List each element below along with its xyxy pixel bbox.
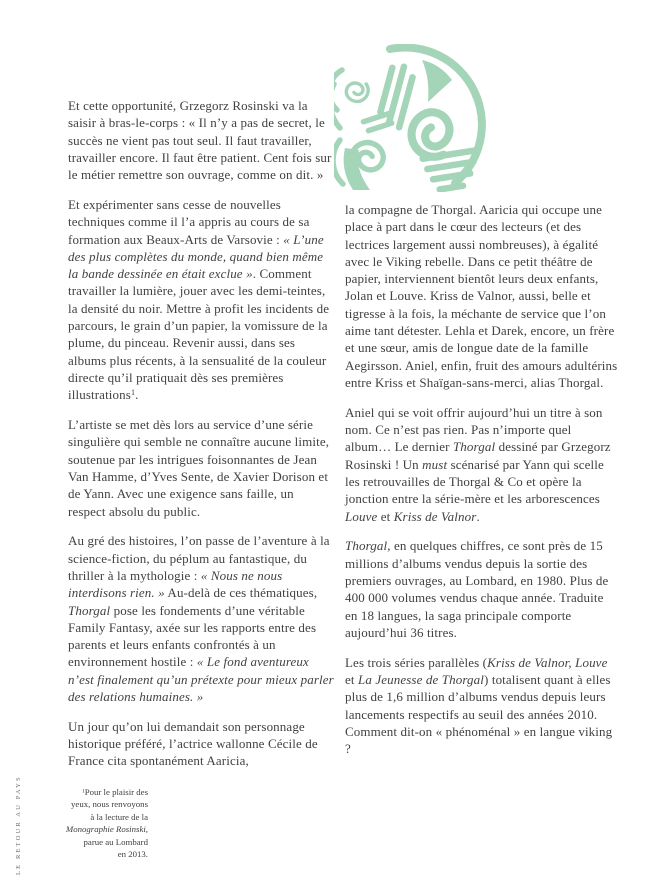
viking-spiral-ornament-icon: [334, 44, 486, 192]
footnote-line: [36, 811, 148, 823]
text-run: yeux, nous renvoyons: [71, 799, 148, 810]
italic-run: Louve: [345, 508, 378, 524]
text-run: en 2013.: [117, 849, 148, 860]
paragraph: [68, 532, 334, 705]
paragraph: [345, 537, 618, 641]
footnote-line: [36, 798, 148, 810]
text-run: L’artiste se met dès lors au service d’une série singulière qui semble ne connaître aucune limite, soutenue par les intrigues foisonnantes de Jean Van Hamme, d’Yves Sente, de Xavier Dorison et de Yann. Avec une exigence sans faille, un respect absolu du public.: [68, 417, 330, 519]
italic-run: must: [422, 456, 448, 472]
italic-run: « Le fond aventureux n’est finalement qu’un prétexte pour mieux parler des relations humaines. »: [68, 654, 334, 704]
right-text-column: [345, 201, 618, 770]
text-run: scénarisé par Yann qui scelle les retrouvailles de Thorgal & Co et opère la jonction entre la série-mère et les arborescences: [345, 456, 604, 507]
text-run: et: [345, 671, 358, 687]
text-run: Au gré des histoires, l’on passe de l’aventure à la science-fiction, du péplum au fantastique, du thriller à la mythologie :: [68, 533, 330, 583]
text-run: Les trois séries parallèles (: [345, 654, 488, 670]
italic-run: « Nous ne nous interdisons rien. »: [68, 567, 283, 601]
text-run: et: [377, 508, 394, 524]
italic-run: Thorgal: [68, 602, 111, 618]
text-run: Aniel qui se voit offrir aujourd’hui un titre à son nom. Ce n’est pas rien. Pas n’importe quel album… Le dernier: [345, 404, 603, 455]
superscript-ref: 1: [82, 788, 85, 795]
paragraph: [68, 416, 334, 520]
text-run: à la lecture de la: [90, 811, 148, 822]
paragraph: [345, 654, 618, 758]
text-run: .: [135, 387, 139, 403]
text-run: ) totalisent quant à elles plus de 1,6 million d’albums vendus depuis leurs lancements respectifs au seuil des années 2010. Comment dit-on « phénoménal » en langue viking ?: [345, 671, 613, 757]
text-run: parue au Lombard: [83, 836, 148, 847]
paragraph: [68, 718, 334, 770]
italic-run: Monographie Rosinski,: [65, 824, 148, 835]
left-text-column: [68, 97, 334, 782]
text-run: Au-delà de ces thématiques,: [164, 585, 318, 601]
italic-run: Kriss de Valnor: [393, 508, 477, 524]
italic-run: Thorgal: [345, 538, 388, 554]
text-run: Et expérimenter sans cesse de nouvelles techniques comme il l’a appris au cours de sa formation aux Beaux-Arts de Varsovie :: [68, 196, 310, 247]
superscript-ref: 1: [130, 388, 136, 398]
text-run: , en quelques chiffres, ce sont près de 15 millions d’albums vendus depuis la sortie des premiers ouvrages, au Lombard, en 1980. Plus de 400 000 volumes vendus chaque année. Traduite en 18 langues, la saga principale comporte aujourd’hui 36 titres.: [345, 538, 609, 640]
paragraph: [68, 97, 334, 183]
text-run: la compagne de Thorgal. Aaricia qui occupe une place à part dans le cœur des lecteurs (et des lectrices largement aussi nombreuses), à égalité avec le Viking rebelle. Dans ce petit théâtre de papier, interviennent bientôt leurs deux enfants, Jolan et Louve. Kriss de Valnor, aussi, belle et tigresse à la fois, la méchante de service que l’on aime tant détester. Lehla et Darek, encore, un frère et une sœur, amis de longue date de la famille Aegirsson. Aniel, enfin, fruit des amours adultérins entre Kriss et Shaïgan-sans-merci, alias Thorgal.: [345, 202, 618, 390]
text-run: . Comment travailler la lumière, jouer avec les demi-teintes, la densité du noir. Mettre à profit les incidents de parcours, le grain d’un papier, la vomissure de la plume, du pinceau. Revenir aussi, dans ses albums plus récents, à la sensualité de la couleur directe qu’il pratiquait dès ses premières illustrations: [68, 266, 330, 403]
footnote-line: [36, 786, 148, 798]
italic-run: Kriss de Valnor, Louve: [487, 654, 608, 670]
text-run: dessiné par Grzegorz Rosinski ! Un: [345, 439, 611, 472]
footnote-line: [36, 823, 148, 835]
paragraph: [345, 201, 618, 391]
text-run: Pour le plaisir des: [84, 787, 148, 797]
italic-run: La Jeunesse de Thorgal: [358, 671, 485, 687]
footnote-line: [36, 836, 148, 848]
italic-run: Thorgal: [452, 439, 496, 455]
text-run: pose les fondements d’une véritable Family Fantasy, axée sur les rapports entre des parents et leurs enfants confrontés à un environnement hostile :: [68, 602, 317, 670]
italic-run: « L’une des plus complètes du monde, quand bien même la bande dessinée en était exclue »: [68, 231, 324, 282]
text-run: Et cette opportunité, Grzegorz Rosinski va la saisir à bras-le-corps : « Il n’y a pas de secret, le succès ne vient pas tout seul. Il faut travailler, travailler encore. Il faut être patient. Cent fois sur le métier remettre son ouvrage, comme on dit. »: [68, 98, 332, 183]
text-run: Un jour qu’on lui demandait son personnage historique préféré, l’actrice wallonne Cécile de France cita spontanément Aaricia,: [68, 718, 318, 769]
text-run: .: [476, 508, 480, 524]
footnote-line: [36, 848, 148, 860]
paragraph: [345, 404, 618, 525]
paragraph: [68, 196, 334, 404]
footnote: [36, 786, 148, 860]
vertical-section-label: LE RETOUR AU PAYS: [15, 775, 22, 875]
